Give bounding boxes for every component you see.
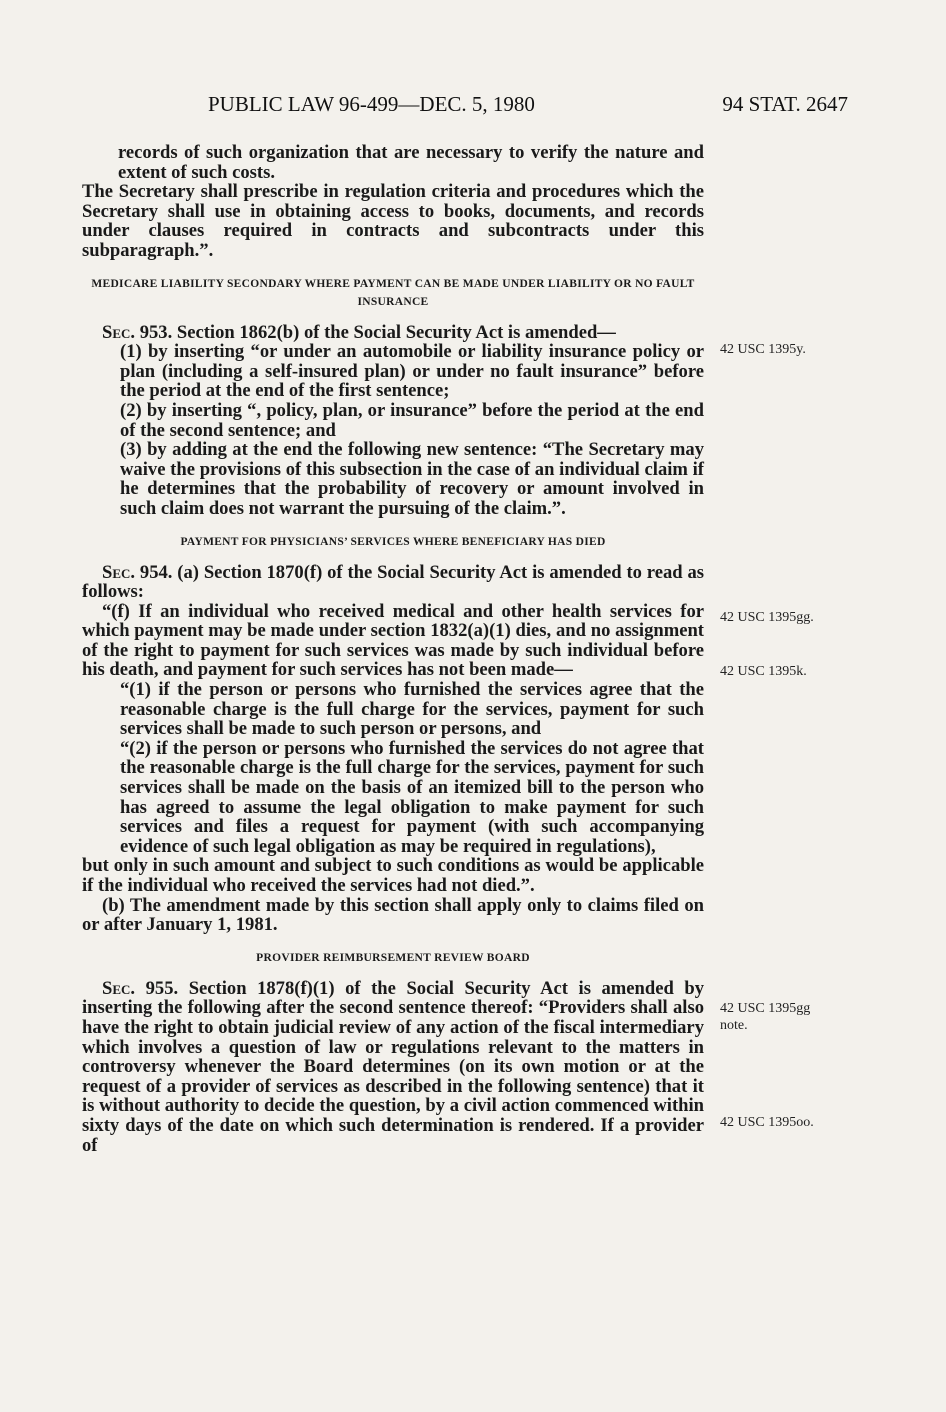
margin-note-1395k: 42 USC 1395k. bbox=[720, 664, 807, 679]
section-954-b: (b) The amendment made by this section shall apply only to claims filed on or after January 1, 1981. bbox=[82, 894, 704, 936]
section-955-text-block bbox=[82, 979, 704, 1155]
sec-label: Sec. bbox=[102, 977, 136, 999]
sec-label: Sec. bbox=[102, 321, 136, 343]
document-body bbox=[82, 143, 704, 1155]
section-heading-953: MEDICARE LIABILITY SECONDARY WHERE PAYMENT CAN BE MADE UNDER LIABILITY OR NO FAULT INSURANCE bbox=[91, 277, 695, 308]
section-953-clause-1: (1) by inserting “or under an automobile or liability insurance policy or plan (including a self-insured plan) or under no fault insurance” before the period at the end of the first sentence; bbox=[120, 341, 704, 402]
header-stat-page: 94 STAT. 2647 bbox=[722, 92, 848, 116]
margin-note-1395gg: 42 USC 1395gg. bbox=[720, 610, 814, 625]
margin-note-1395gg-line: 42 USC 1395gg bbox=[720, 1001, 811, 1016]
section-953-clause-3: (3) by adding at the end the following new sentence: “The Secretary may waive the provisions of this subsection in the case of an individual claim if he determines that the probability of recovery or amount involved in such claim does not warrant the pursuing of the claim.”. bbox=[120, 439, 704, 519]
section-953-clause-2: (2) by inserting “, policy, plan, or insurance” before the period at the end of the second sentence; and bbox=[120, 399, 704, 441]
section-953-intro bbox=[82, 323, 704, 343]
section-953-text: 953. Section 1862(b) of the Social Security Act is amended— bbox=[135, 321, 616, 343]
sec-label: Sec. bbox=[102, 561, 136, 583]
margin-note-1395gg-note bbox=[720, 1000, 810, 1034]
section-955-text: 955. Section 1878(f)(1) of the Social Security Act is amended by inserting the following after the second sentence thereof: “Providers shall also have the right to obtain judicial review of any action of the fiscal intermediary which involves a question of law or regulations relevant to the matters in controversy whenever the Board determines (on its own motion or at the request of a provider of services as described in the following sentence) that it is without authority to decide the question, by a civil action commenced within sixty days of the date on which such determination is rendered. If a provider of bbox=[82, 977, 704, 1156]
margin-note-note-line: note. bbox=[720, 1018, 748, 1033]
section-heading-954: PAYMENT FOR PHYSICIANS’ SERVICES WHERE BENEFICIARY HAS DIED bbox=[180, 535, 606, 548]
paragraph-secretary-prescribe: The Secretary shall prescribe in regulation criteria and procedures which the Secretary shall use in obtaining access to books, documents, and records under clauses required in contracts and subcontracts under this subparagraph.”. bbox=[82, 181, 704, 261]
margin-note-1395y: 42 USC 1395y. bbox=[720, 342, 806, 357]
section-954-f-1: “(1) if the person or persons who furnished the services agree that the reasonable charge is the full charge for the services, payment for such services shall be made to such person or persons, and bbox=[120, 679, 704, 740]
section-954-subsection-f: “(f) If an individual who received medical and other health services for which payment may be made under section 1832(a)(1) dies, and no assignment of the right to payment for such services was made by such individual before his death, and payment for such services has not been made— bbox=[82, 600, 704, 681]
section-954-text: 954. (a) Section 1870(f) of the Social Security Act is amended to read as follows: bbox=[82, 561, 704, 603]
section-954-intro bbox=[82, 563, 704, 602]
section-heading-955: PROVIDER REIMBURSEMENT REVIEW BOARD bbox=[256, 951, 530, 964]
section-954-f-2: “(2) if the person or persons who furnished the services do not agree that the reasonable charge is the full charge for the services, payment for such services shall be made on the basis of an itemized bill to the person who has agreed to assume the legal obligation to make payment for such services and files a request for payment (with such accompanying evidence of such legal obligation as may be required in regulations), bbox=[120, 737, 704, 857]
header-law-citation: PUBLIC LAW 96-499—DEC. 5, 1980 bbox=[208, 92, 535, 116]
section-954-tail: but only in such amount and subject to such conditions as would be applicable if the individual who received the services had not died.”. bbox=[82, 855, 704, 896]
margin-note-1395oo: 42 USC 1395oo. bbox=[720, 1115, 814, 1130]
paragraph-records: records of such organization that are necessary to verify the nature and extent of such costs. bbox=[118, 142, 704, 183]
